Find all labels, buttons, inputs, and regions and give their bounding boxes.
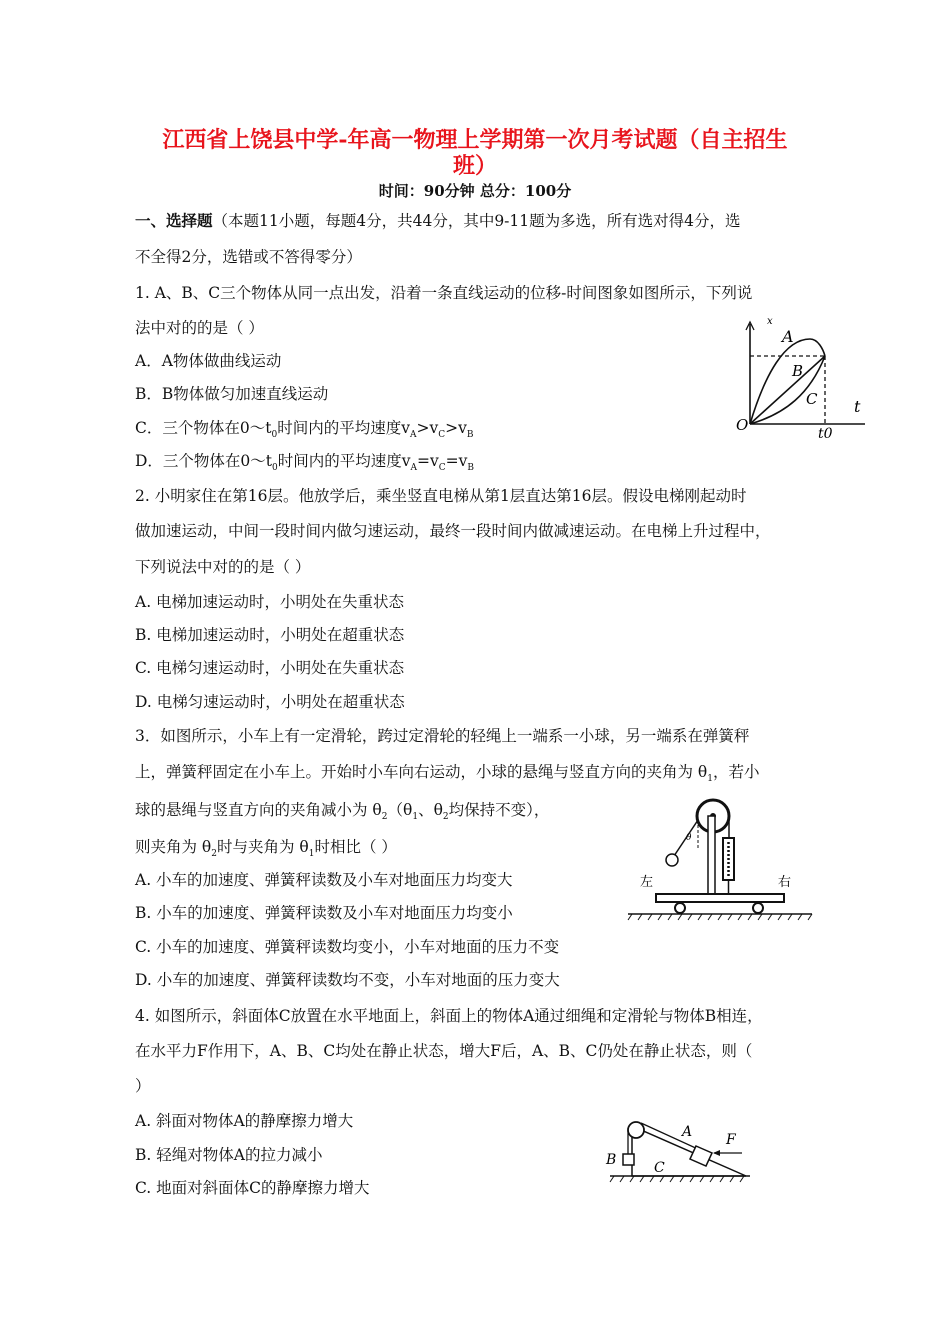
- q3-cart-figure: [628, 798, 814, 924]
- q4-label-a: A: [682, 1124, 693, 1140]
- q4-label-c: C: [654, 1160, 665, 1176]
- q3-line3-text2: （θ: [387, 801, 413, 819]
- q1-option-a: A．A物体做曲线运动: [135, 352, 282, 370]
- q1-c-text1: C．三个物体在0～t: [135, 419, 272, 437]
- q3-line4-sub-a: 2: [211, 849, 217, 860]
- q3-line4-text1: 则夹角为 θ: [135, 838, 212, 856]
- q1-xt-graph-figure: [730, 314, 870, 444]
- q4-block-b: [623, 1154, 634, 1165]
- q1-c-subC: C: [438, 430, 446, 441]
- q3-line3-sub-a: 2: [381, 812, 388, 823]
- section-description-cont: 不全得2分，选错或不答得零分）: [135, 248, 362, 266]
- section-heading-line: [135, 211, 741, 231]
- q2-option-b: B. 电梯加速运动时，小明处在超重状态: [135, 626, 405, 644]
- q1-stem-line1: 1. A、B、C三个物体从同一点出发，沿着一条直线运动的位移-时间图象如图所示，下列说: [135, 284, 753, 302]
- q1-c-text3: >v: [416, 419, 439, 437]
- q2-option-a: A. 电梯加速运动时，小明处在失重状态: [135, 593, 405, 611]
- q3-ball: [666, 854, 678, 866]
- q1-graph-label-b: B: [792, 362, 804, 380]
- q4-stem-line1: 4. 如图所示，斜面体C放置在水平地面上，斜面上的物体A通过细绳和定滑轮与物体B相连，: [135, 1007, 763, 1025]
- q1-option-c: [135, 418, 473, 445]
- q1-c-subA: A: [409, 430, 417, 441]
- q3-stem-line2: [135, 762, 760, 789]
- q1-graph-label-c: C: [806, 390, 818, 408]
- exam-meta: 时间：90分钟 总分：100分: [378, 182, 572, 200]
- q4-option-c: C. 地面对斜面体C的静摩擦力增大: [135, 1179, 370, 1197]
- q4-option-a: A. 斜面对物体A的静摩擦力增大: [135, 1112, 354, 1130]
- q1-d-sub0: 0: [272, 463, 278, 474]
- q2-stem-line1: 2. 小明家住在第16层。他放学后，乘坐竖直电梯从第1层直达第16层。假设电梯刚起动时: [135, 487, 747, 505]
- q4-force-f-arrowhead: [713, 1150, 720, 1156]
- q3-label-left: 左: [640, 875, 654, 890]
- q1-graph-label-t0: t0: [818, 426, 833, 442]
- q3-line3-text4: 均保持不变），: [448, 801, 550, 819]
- q3-line3-sub-c: 2: [442, 812, 449, 823]
- q3-line3-text1: 球的悬绳与竖直方向的夹角减小为 θ: [135, 801, 382, 819]
- q4-label-f: F: [726, 1132, 736, 1148]
- q1-d-text2: 时间内的平均速度v: [277, 452, 411, 470]
- q2-option-c: C. 电梯匀速运动时，小明处在失重状态: [135, 659, 405, 677]
- q1-graph-label-x: x: [767, 316, 773, 327]
- q2-stem-line2: 做加速运动，中间一段时间内做匀速运动，最终一段时间内做减速运动。在电梯上升过程中，: [135, 522, 771, 540]
- q4-label-b: B: [606, 1152, 617, 1168]
- section-heading: 一、选择题: [135, 211, 213, 230]
- q1-option-b: B．B物体做匀加速直线运动: [135, 385, 329, 403]
- q3-ground-hatch: [628, 914, 812, 920]
- q1-c-subB: B: [466, 430, 474, 441]
- q4-pulley: [628, 1122, 644, 1138]
- q3-support-pole: [708, 816, 715, 900]
- q1-d-subC: C: [438, 463, 446, 474]
- q1-c-text2: 时间内的平均速度v: [277, 419, 410, 437]
- q4-option-b: B. 轻绳对物体A的拉力减小: [135, 1146, 323, 1164]
- q3-option-d: D. 小车的加速度、弹簧秤读数均不变，小车对地面的压力变大: [135, 971, 560, 989]
- q3-line4-text3: 时相比（ ）: [314, 838, 397, 856]
- q1-d-text4: =v: [445, 452, 468, 470]
- q3-cart-wheel-left: [675, 903, 685, 913]
- q3-theta-label: θ: [686, 833, 692, 843]
- q3-option-b: B. 小车的加速度、弹簧秤读数及小车对地面压力均变小: [135, 904, 513, 922]
- q3-stem-line3: [135, 800, 549, 827]
- q3-line3-text3: 、θ: [418, 801, 443, 819]
- section-description: （本题11小题，每题4分，共44分，其中9-11题为多选，所有选对得4分，选: [212, 212, 741, 230]
- q4-incline-figure: [604, 1116, 754, 1188]
- q1-d-subA: A: [410, 463, 418, 474]
- q1-graph-label-a: A: [782, 327, 794, 346]
- q4-ground-hatch: [610, 1176, 744, 1182]
- q1-d-text1: D．三个物体在0～t: [135, 452, 273, 470]
- q2-option-d: D. 电梯匀速运动时，小明处在超重状态: [135, 693, 405, 711]
- q3-line2-text2: ，若小: [713, 763, 760, 781]
- q4-stem-line2: 在水平力F作用下，A、B、C均处在静止状态，增大F后，A、B、C仍处在静止状态，则（: [135, 1042, 753, 1060]
- q1-c-sub0: 0: [271, 430, 278, 441]
- q3-cart-wheel-right: [753, 903, 763, 913]
- q3-line3-sub-b: 1: [412, 812, 419, 823]
- q3-line4-text2: 时与夹角为 θ: [217, 838, 309, 856]
- q3-option-c: C. 小车的加速度、弹簧秤读数均变小，小车对地面的压力不变: [135, 938, 560, 956]
- q3-cart-body: [656, 894, 784, 902]
- q1-d-subB: B: [467, 463, 475, 474]
- q1-option-d: [135, 451, 474, 478]
- q3-stem-line1: 3．如图所示，小车上有一定滑轮，跨过定滑轮的轻绳上一端系一小球，另一端系在弹簧秤: [135, 727, 750, 745]
- q3-option-a: A. 小车的加速度、弹簧秤读数及小车对地面压力均变大: [135, 871, 513, 889]
- q1-graph-curve-a: [750, 339, 825, 424]
- q4-stem-line3: ）: [135, 1077, 151, 1095]
- q1-graph-label-t: t: [854, 397, 861, 416]
- q2-stem-line3: 下列说法中对的的是（ ）: [135, 558, 311, 576]
- q3-line4-sub-b: 1: [308, 849, 315, 860]
- q1-d-text3: =v: [417, 452, 439, 470]
- q3-stem-line4: [135, 837, 397, 864]
- exam-title-line2: 班）: [452, 153, 497, 179]
- q1-stem-line2: 法中对的的是（ ）: [135, 319, 264, 337]
- q3-label-right: 右: [778, 875, 792, 890]
- q1-c-text4: >v: [445, 419, 467, 437]
- q3-line2-text1: 上，弹簧秤固定在小车上。开始时小车向右运动，小球的悬绳与竖直方向的夹角为 θ: [135, 763, 708, 781]
- q3-line2-sub: 1: [707, 774, 713, 785]
- q1-graph-label-origin: O: [736, 416, 749, 434]
- exam-title-line1: 江西省上饶县中学-年高一物理上学期第一次月考试题（自主招生: [162, 127, 788, 153]
